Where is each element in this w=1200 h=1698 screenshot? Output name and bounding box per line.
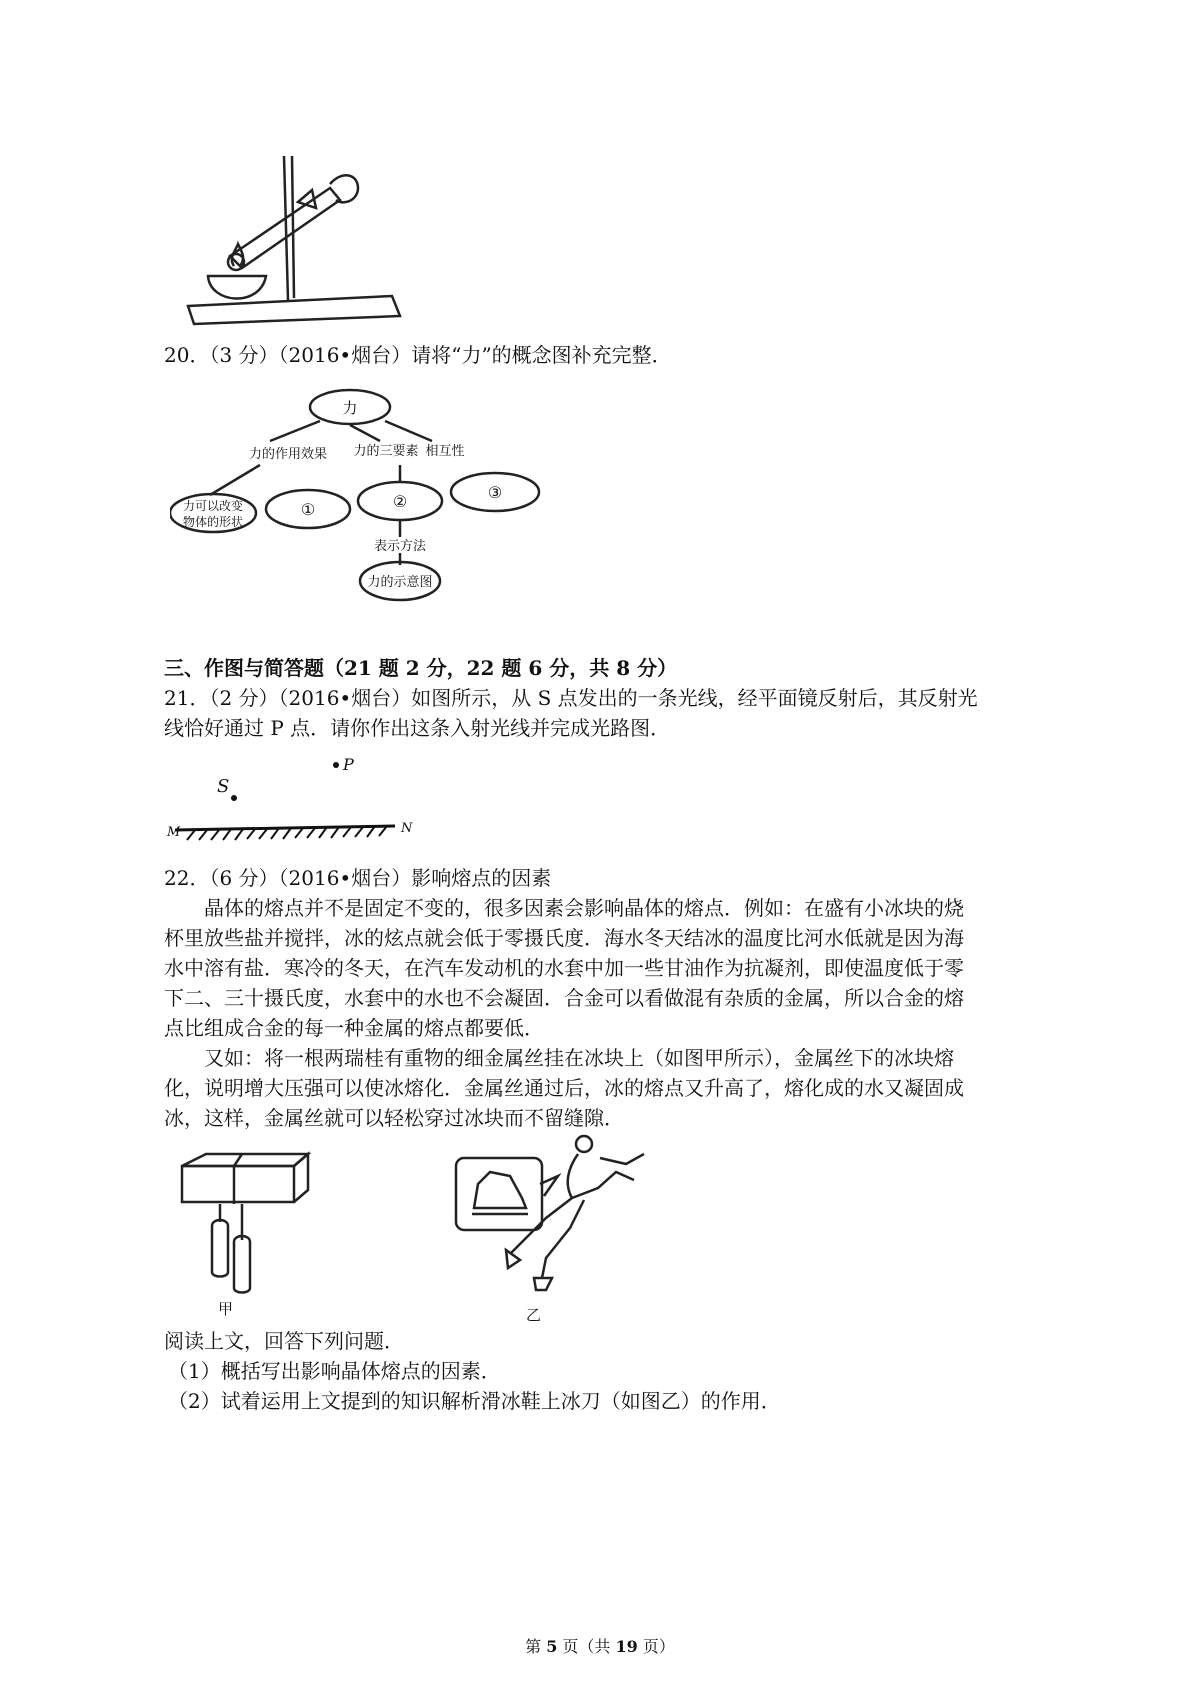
concept-blank-1: ① (300, 500, 316, 519)
label-s: S (217, 776, 230, 797)
label-m: M (167, 825, 181, 840)
label-n: N (401, 821, 413, 836)
section-heading: 三、作图与简答题（21 题 2 分，22 题 6 分，共 8 分） (164, 656, 678, 680)
skater-figure (450, 1128, 660, 1328)
concept-method-node: 力的示意图 (367, 575, 433, 590)
q22-para2-line-2: 化，说明增大压强可以使冰熔化．金属丝通过后，冰的熔点又升高了，熔化成的水又凝固成 (164, 1076, 964, 1100)
q22-para2-line-3: 冰，这样，金属丝就可以轻松穿过冰块而不留缝隙． (164, 1106, 624, 1130)
concept-blank-2: ② (392, 492, 408, 511)
fig-yi-label: 乙 (526, 1306, 542, 1324)
label-p: P (343, 755, 354, 774)
q20-text: 20．（3 分）（2016•烟台）请将“力”的概念图补充完整． (164, 343, 672, 367)
q22-read: 阅读上文，回答下列问题． (164, 1329, 404, 1353)
apparatus-figure (180, 148, 410, 330)
q22-sub1: （1）概括写出影响晶体熔点的因素． (168, 1359, 501, 1383)
concept-root: 力 (342, 399, 358, 417)
page-footer (0, 1634, 1200, 1657)
footer-middle: 页（共 (557, 1637, 616, 1656)
q22-title: 22．（6 分）（2016•烟台）影响熔点的因素 (164, 866, 552, 890)
footer-prefix: 第 (525, 1637, 547, 1656)
q22-sub2: （2）试着运用上文提到的知识解析滑冰鞋上冰刀（如图乙）的作用． (168, 1389, 781, 1413)
mirror-figure (165, 752, 425, 844)
concept-blank-3: ③ (487, 483, 503, 502)
q22-para1-line-1: 晶体的熔点并不是固定不变的，很多因素会影响晶体的熔点．例如：在盛有小冰块的烧 (204, 896, 964, 920)
concept-node-shape-2: 物体的形状 (182, 515, 244, 529)
q22-para1-line-2: 杯里放些盐并搅拌，冰的炫点就会低于零摄氏度．海水冬天结冰的温度比河水低就是因为海 (164, 926, 964, 950)
footer-page-number: 5 (546, 1637, 558, 1656)
concept-node-shape: 力可以改变 (182, 499, 244, 513)
q22-para1-line-3: 水中溶有盐．寒冷的冬天，在汽车发动机的水套中加一些甘油作为抗凝剂，即使温度低于零 (164, 956, 964, 980)
concept-branch-elements: 力的三要素 (353, 444, 419, 459)
concept-branch-mutual: 相互性 (425, 444, 465, 459)
q21-line-1: 21．（2 分）（2016•烟台）如图所示，从 S 点发出的一条光线，经平面镜反射后，其反射光 (164, 686, 978, 710)
ice-block-figure (170, 1142, 320, 1327)
concept-branch-effect: 力的作用效果 (248, 447, 328, 462)
q22-para1-line-4: 下二、三十摄氏度，水套中的水也不会凝固．合金可以看做混有杂质的金属，所以合金的熔 (164, 986, 964, 1010)
footer-total-pages: 19 (615, 1637, 638, 1656)
q22-para1-line-5: 点比组成合金的每一种金属的熔点都要低． (164, 1016, 544, 1040)
concept-diagram (170, 385, 570, 610)
fig-jia-label: 甲 (218, 1300, 234, 1318)
footer-suffix: 页） (637, 1637, 675, 1656)
q21-line-2: 线恰好通过 P 点．请你作出这条入射光线并完成光路图． (164, 716, 671, 740)
q22-para2-line-1: 又如：将一根两瑞桂有重物的细金属丝挂在冰块上（如图甲所示），金属丝下的冰块熔 (204, 1046, 954, 1070)
concept-method-label: 表示方法 (373, 539, 427, 554)
